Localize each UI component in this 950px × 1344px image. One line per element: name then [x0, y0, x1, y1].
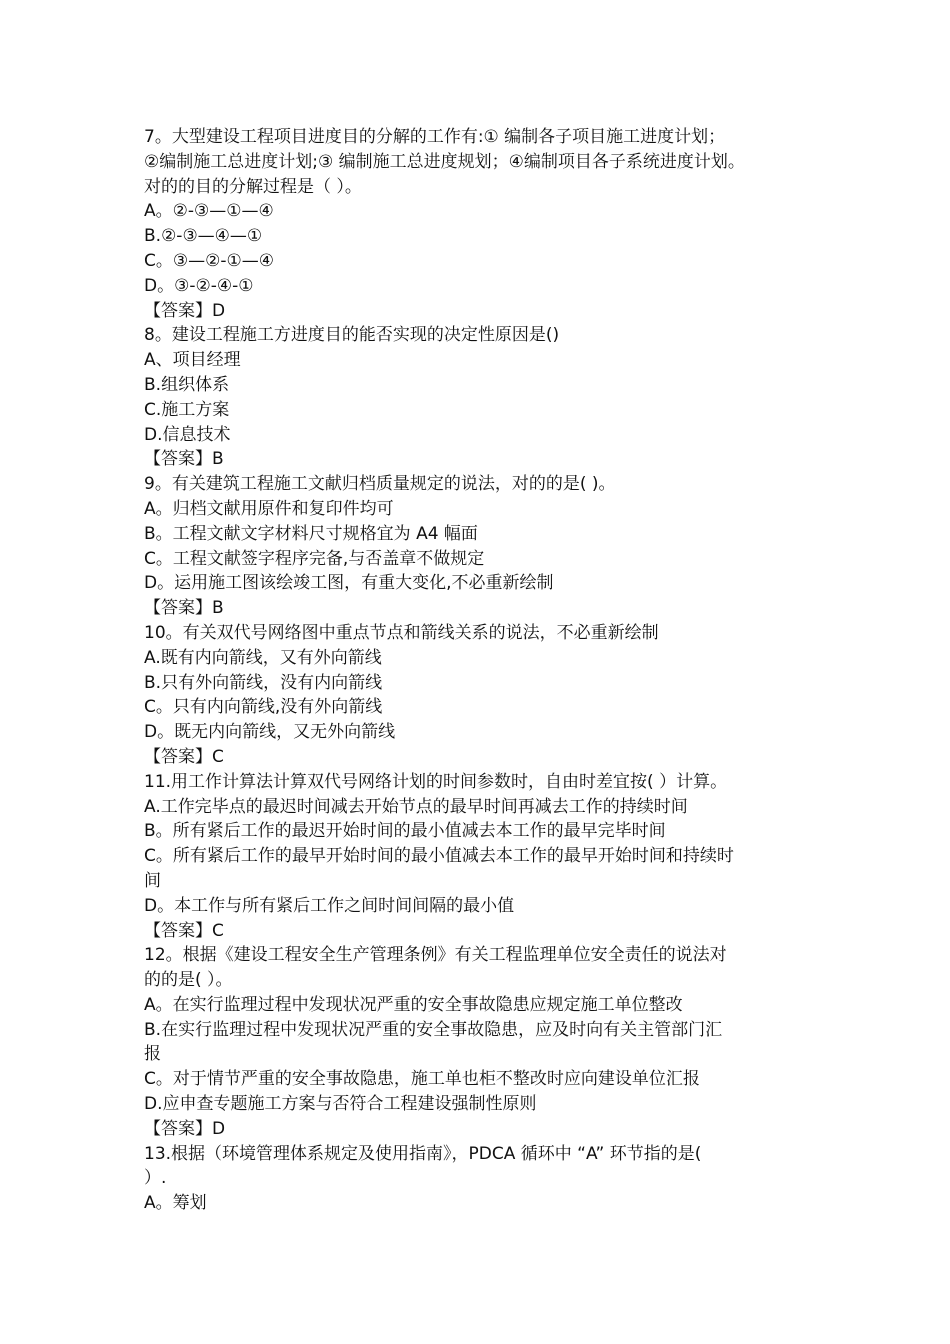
question-9-option-b: B。工程文献文字材料尺寸规格宜为 A4 幅面	[144, 523, 478, 544]
question-10-option-d: D。既无内向箭线，又无外向箭线	[144, 722, 396, 743]
question-11-option-c-line-1: C。所有紧后工作的最早开始时间的最小值减去本工作的最早开始时间和持续时	[144, 846, 734, 867]
question-11-option-d: D。本工作与所有紧后工作之间时间间隔的最小值	[144, 895, 515, 916]
question-11-stem: 11.用工作计算法计算双代号网络计划的时间参数时，自由时差宜按( ）计算。	[144, 771, 728, 792]
question-12-stem-line-1: 12。根据《建设工程安全生产管理条例》有关工程监理单位安全责任的说法对	[144, 945, 727, 966]
question-12-option-b-line-1: B.在实行监理过程中发现状况严重的安全事故隐患，应及时向有关主管部门汇	[144, 1019, 723, 1040]
question-8-option-a: A、项目经理	[144, 350, 241, 371]
question-12-option-b-line-2: 报	[144, 1044, 161, 1065]
question-7-answer: 【答案】D	[144, 300, 226, 321]
question-12-answer: 【答案】D	[144, 1118, 226, 1139]
question-9-option-c: C。工程文献签字程序完备,与否盖章不做规定	[144, 548, 485, 569]
question-9-stem: 9。有关建筑工程施工文献归档质量规定的说法，对的的是( )。	[144, 474, 616, 495]
question-8-option-c: C.施工方案	[144, 399, 230, 420]
question-7-stem-line-3: 对的的目的分解过程是（ ）。	[144, 176, 362, 197]
question-10-option-b: B.只有外向箭线，没有内向箭线	[144, 672, 383, 693]
question-8-answer: 【答案】B	[144, 449, 224, 470]
question-11-option-c-line-2: 间	[144, 870, 161, 891]
question-12-option-c: C。对于情节严重的安全事故隐患，施工单也柜不整改时应向建设单位汇报	[144, 1069, 700, 1090]
question-7-option-d: D。③-②-④-①	[144, 275, 254, 296]
question-12-stem-line-2: 的的是( ）。	[144, 970, 233, 991]
question-7-option-b: B.②-③—④—①	[144, 226, 263, 247]
question-9-answer: 【答案】B	[144, 598, 224, 619]
question-12-option-d: D.应申查专题施工方案与否符合工程建设强制性原则	[144, 1094, 537, 1115]
question-9-option-d: D。运用施工图该绘竣工图，有重大变化,不必重新绘制	[144, 573, 554, 594]
question-11-option-b: B。所有紧后工作的最迟开始时间的最小值减去本工作的最早完毕时间	[144, 821, 666, 842]
question-11-option-a: A.工作完毕点的最迟时间减去开始节点的最早时间再减去工作的持续时间	[144, 796, 688, 817]
question-8-stem: 8。建设工程施工方进度目的能否实现的决定性原因是()	[144, 325, 560, 346]
question-10-option-c: C。只有内向箭线,没有外向箭线	[144, 697, 383, 718]
question-8-option-b: B.组织体系	[144, 374, 230, 395]
question-10-option-a: A.既有内向箭线，又有外向箭线	[144, 647, 382, 668]
question-13-stem-line-2: ）.	[144, 1168, 167, 1189]
question-7-stem-line-1: 7。大型建设工程项目进度目的分解的工作有:① 编制各子项目施工进度计划；	[144, 127, 726, 147]
document-page	[144, 125, 844, 1216]
question-10-stem: 10。有关双代号网络图中重点节点和箭线关系的说法，不必重新绘制	[144, 622, 659, 643]
question-10-answer: 【答案】C	[144, 746, 224, 767]
question-8-option-d: D.信息技术	[144, 424, 231, 445]
question-7-option-a: A。②-③—①—④	[144, 201, 274, 222]
question-11-answer: 【答案】C	[144, 920, 224, 941]
question-13-option-a: A。筹划	[144, 1193, 207, 1214]
question-9-option-a: A。归档文献用原件和复印件均可	[144, 498, 394, 519]
question-13-stem-line-1: 13.根据（环境管理体系规定及使用指南》，PDCA 循环中 “A” 环节指的是(	[144, 1143, 702, 1164]
question-12-option-a: A。在实行监理过程中发现状况严重的安全事故隐患应规定施工单位整改	[144, 994, 683, 1015]
question-7-option-c: C。③—②-①—④	[144, 250, 274, 271]
question-7-stem-line-2: ②编制施工总进度计划;③ 编制施工总进度规划；④编制项目各子系统进度计划。	[144, 151, 745, 172]
